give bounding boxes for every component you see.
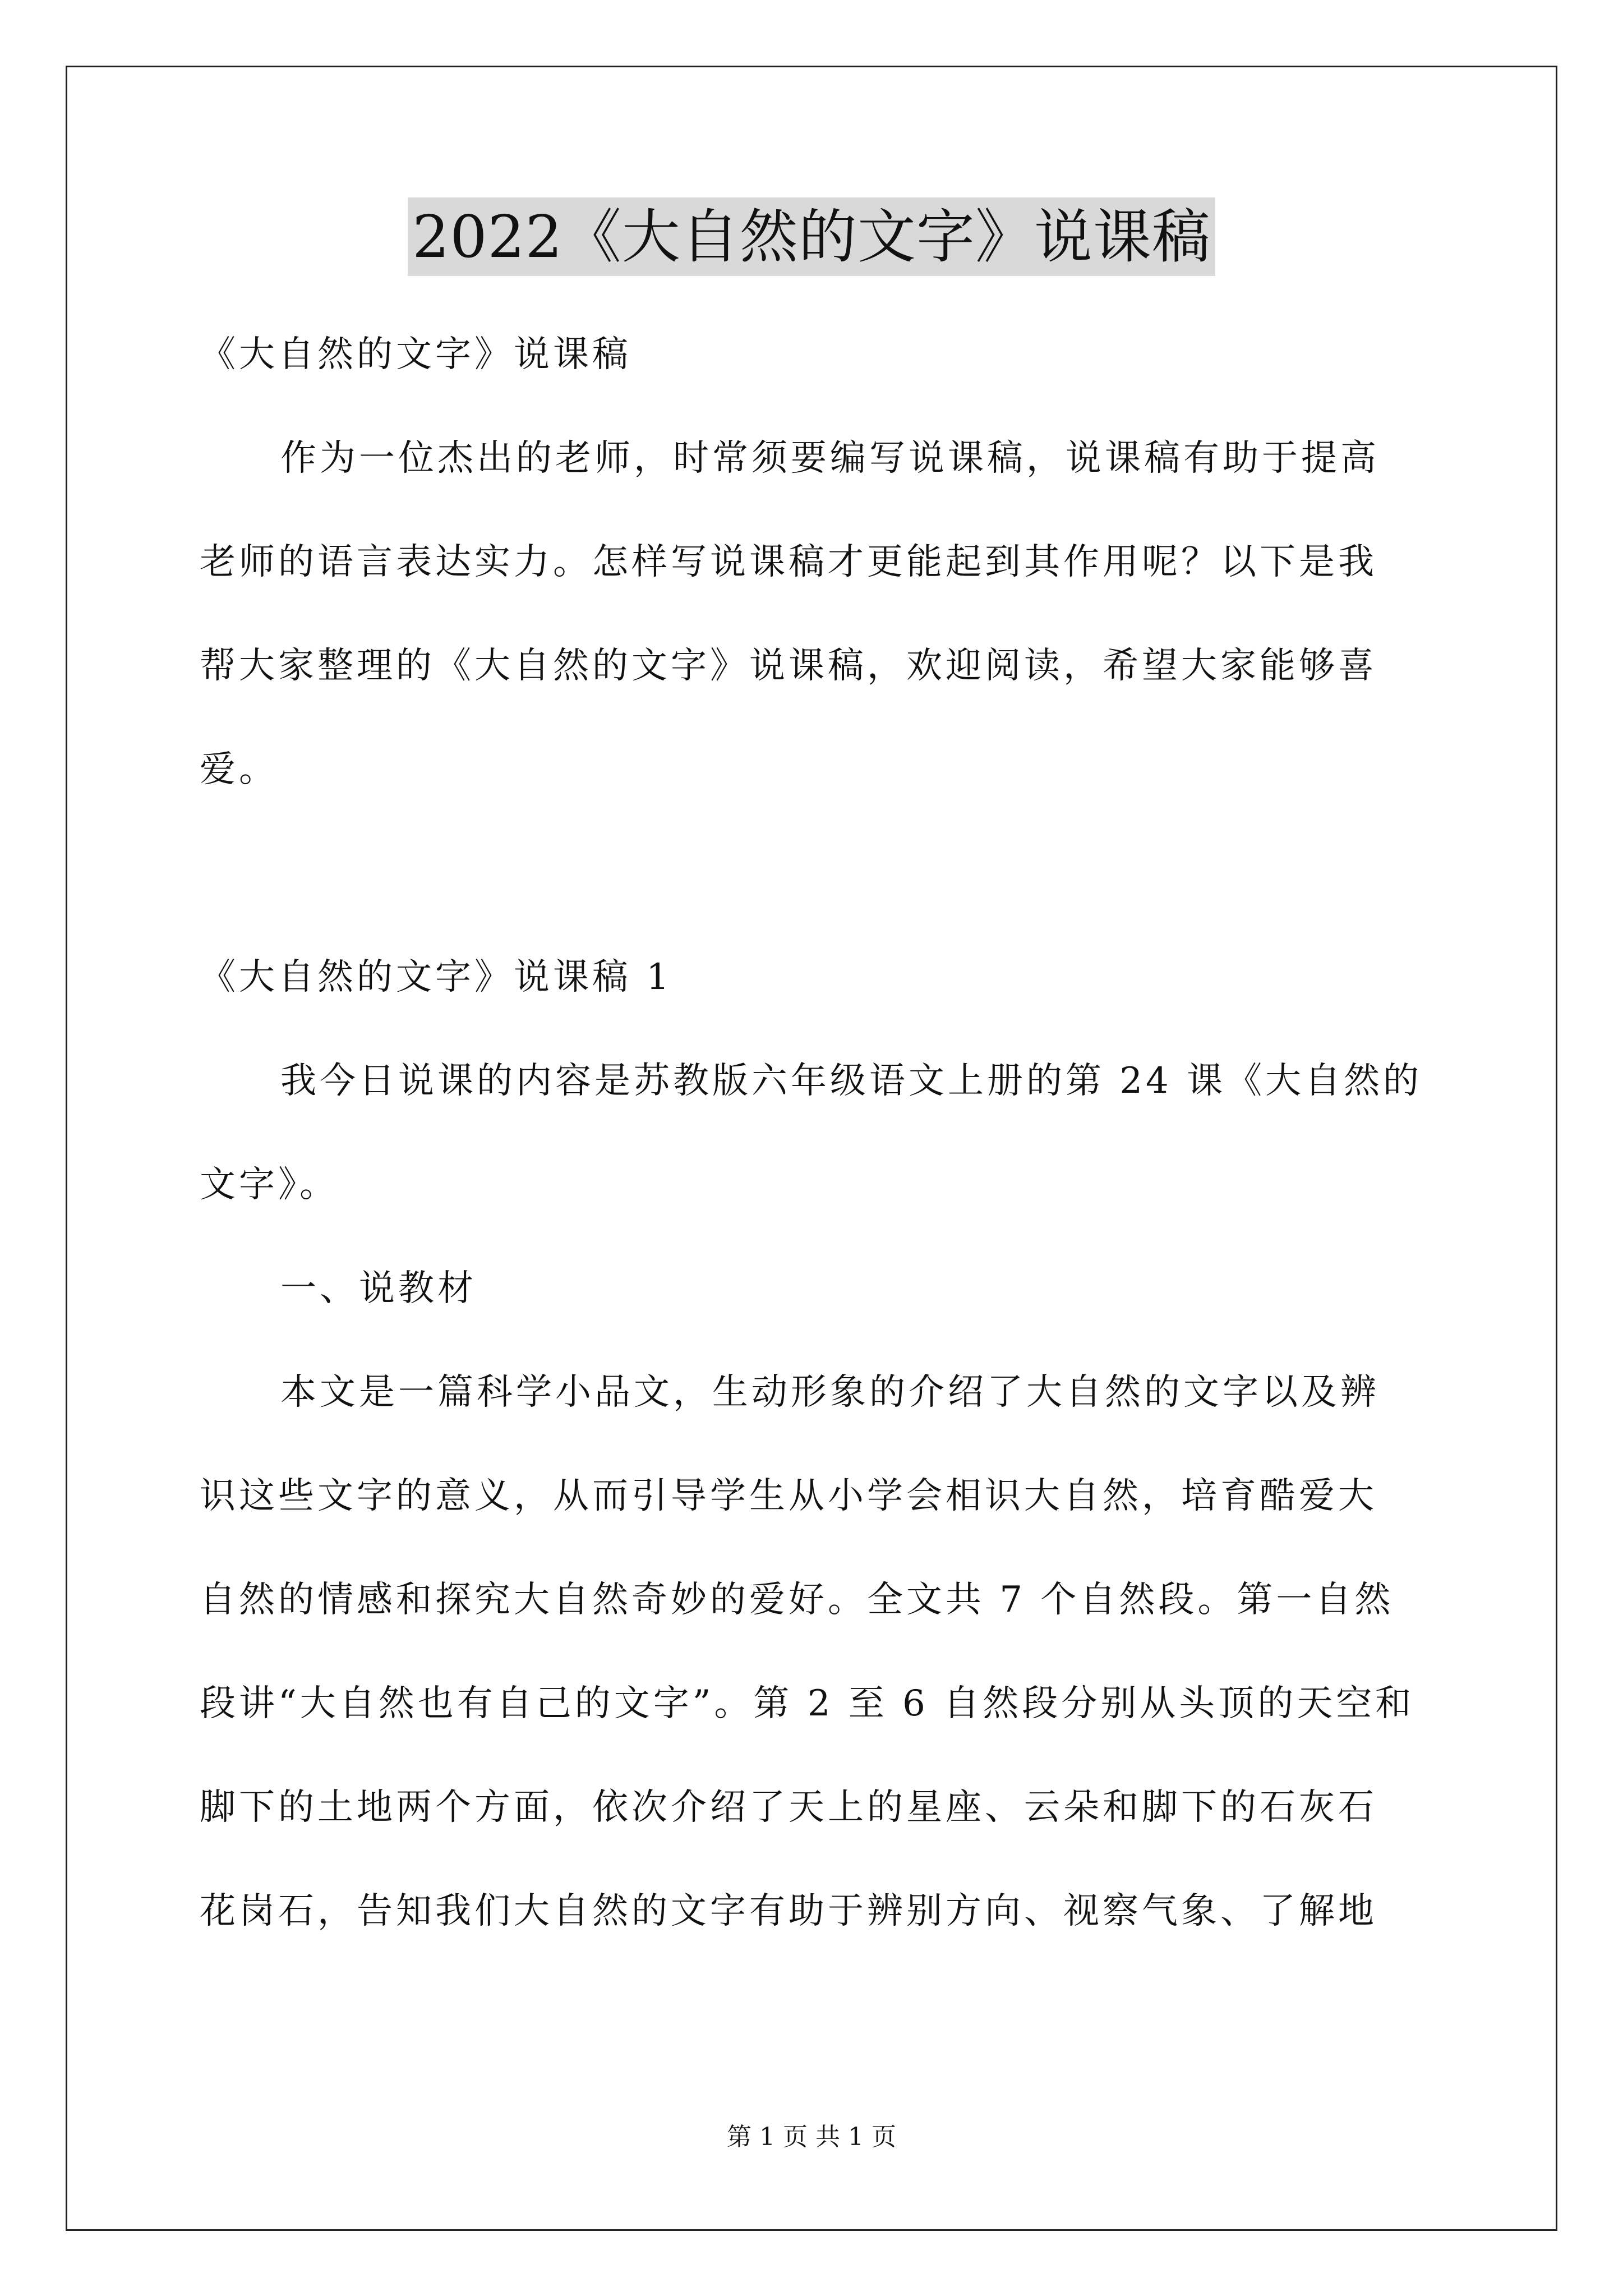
- title-block: [0, 197, 1623, 276]
- body-line: 自然的情感和探究大自然奇妙的爱好。全文共 7 个自然段。第一自然: [200, 1579, 1394, 1621]
- intro-line: 帮大家整理的《大自然的文字》说课稿，欢迎阅读，希望大家能够喜: [200, 645, 1377, 687]
- part-heading: 一、说教材: [280, 1268, 477, 1309]
- body-line: 花岗石，告知我们大自然的文字有助于辨别方向、视察气象、了解地: [200, 1890, 1377, 1932]
- section-line: 我今日说课的内容是苏教版六年级语文上册的第 24 课《大自然的: [280, 1060, 1423, 1102]
- paragraph-gap: [200, 822, 1433, 926]
- document-title: 2022《大自然的文字》说课稿: [408, 197, 1215, 276]
- intro-line: 爱。: [200, 749, 278, 790]
- document-body: [200, 303, 1433, 1963]
- section-heading: 《大自然的文字》说课稿 1: [200, 956, 673, 998]
- body-line: 识这些文字的意义，从而引导学生从小学会相识大自然，培育酷爱大: [200, 1475, 1377, 1517]
- section-line: 文字》。: [200, 1164, 339, 1205]
- body-line: 脚下的土地两个方面，依次介绍了天上的星座、云朵和脚下的石灰石: [200, 1787, 1377, 1828]
- intro-line: 老师的语言表达实力。怎样写说课稿才更能起到其作用呢？以下是我: [200, 541, 1377, 583]
- intro-line: 作为一位杰出的老师，时常须要编写说课稿，说课稿有助于提高: [280, 438, 1380, 479]
- body-line: 段讲“大自然也有自己的文字”。第 2 至 6 自然段分别从头顶的天空和: [200, 1683, 1415, 1724]
- page-footer: 第 1 页 共 1 页: [727, 2123, 896, 2151]
- subtitle: 《大自然的文字》说课稿: [200, 334, 631, 375]
- body-line: 本文是一篇科学小品文，生动形象的介绍了大自然的文字以及辨: [280, 1372, 1380, 1413]
